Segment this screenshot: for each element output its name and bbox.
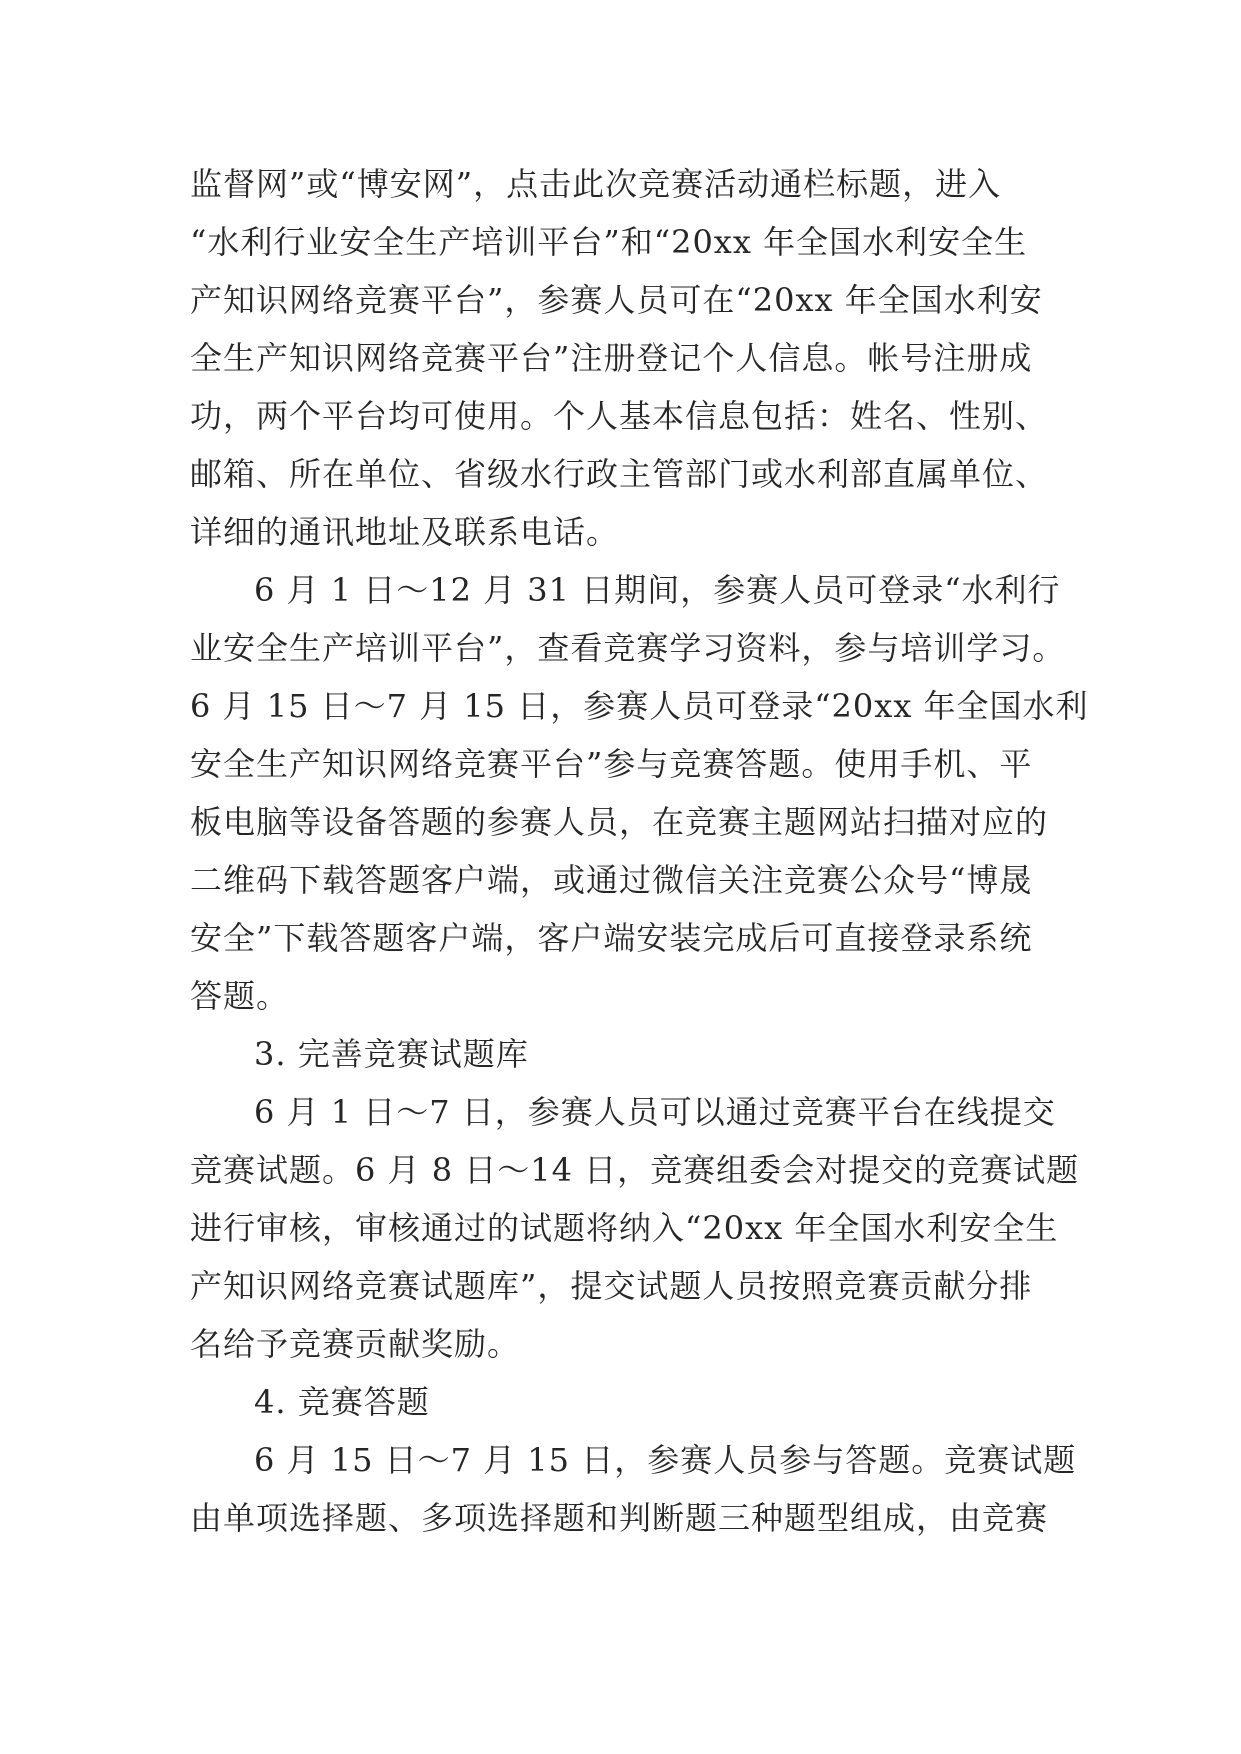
text-line: 竞赛试题。6 月 8 日～14 日，竞赛组委会对提交的竞赛试题 <box>190 1151 1080 1189</box>
document-body <box>190 155 1089 1547</box>
text-line: 由单项选择题、多项选择题和判断题三种题型组成，由竞赛 <box>190 1499 1049 1537</box>
section-heading: 3. 完善竞赛试题库 <box>254 1035 529 1073</box>
text-line: 功，两个平台均可使用。个人基本信息包括：姓名、性别、 <box>190 397 1049 435</box>
text-line: 进行审核，审核通过的试题将纳入“20xx 年全国水利安全生 <box>190 1209 1059 1247</box>
paragraph-first-line: 6 月 1 日～7 日，参赛人员可以通过竞赛平台在线提交 <box>254 1093 1056 1131</box>
text-line: “水利行业安全生产培训平台”和“20xx 年全国水利安全生 <box>190 223 1028 261</box>
text-line: 二维码下载答题客户端，或通过微信关注竞赛公众号“博晟 <box>190 861 1033 899</box>
paragraph-first-line: 6 月 1 日～12 月 31 日期间，参赛人员可登录“水利行 <box>254 571 1061 609</box>
text-line: 安全”下载答题客户端，客户端安装完成后可直接登录系统 <box>190 919 1033 957</box>
text-line: 板电脑等设备答题的参赛人员，在竞赛主题网站扫描对应的 <box>190 803 1049 841</box>
section-heading: 4. 竞赛答题 <box>254 1383 430 1421</box>
text-line: 邮箱、所在单位、省级水行政主管部门或水利部直属单位、 <box>190 455 1049 493</box>
paragraph-first-line: 6 月 15 日～7 月 15 日，参赛人员参与答题。竞赛试题 <box>254 1441 1077 1479</box>
text-line: 监督网”或“博安网”，点击此次竞赛活动通栏标题，进入 <box>190 165 1002 203</box>
text-line: 详细的通讯地址及联系电话。 <box>190 513 620 551</box>
text-line: 名给予竞赛贡献奖励。 <box>190 1325 521 1363</box>
text-line: 产知识网络竞赛平台”，参赛人员可在“20xx 年全国水利安 <box>190 281 1043 319</box>
text-line: 业安全生产培训平台”，查看竞赛学习资料，参与培训学习。 <box>190 629 1066 667</box>
text-line: 安全生产知识网络竞赛平台”参与竞赛答题。使用手机、平 <box>190 745 1033 783</box>
text-line: 产知识网络竞赛试题库”，提交试题人员按照竞赛贡献分排 <box>190 1267 1033 1305</box>
text-line: 答题。 <box>190 977 290 1015</box>
text-line: 全生产知识网络竞赛平台”注册登记个人信息。帐号注册成 <box>190 339 1033 377</box>
text-line: 6 月 15 日～7 月 15 日，参赛人员可登录“20xx 年全国水利 <box>190 687 1089 725</box>
